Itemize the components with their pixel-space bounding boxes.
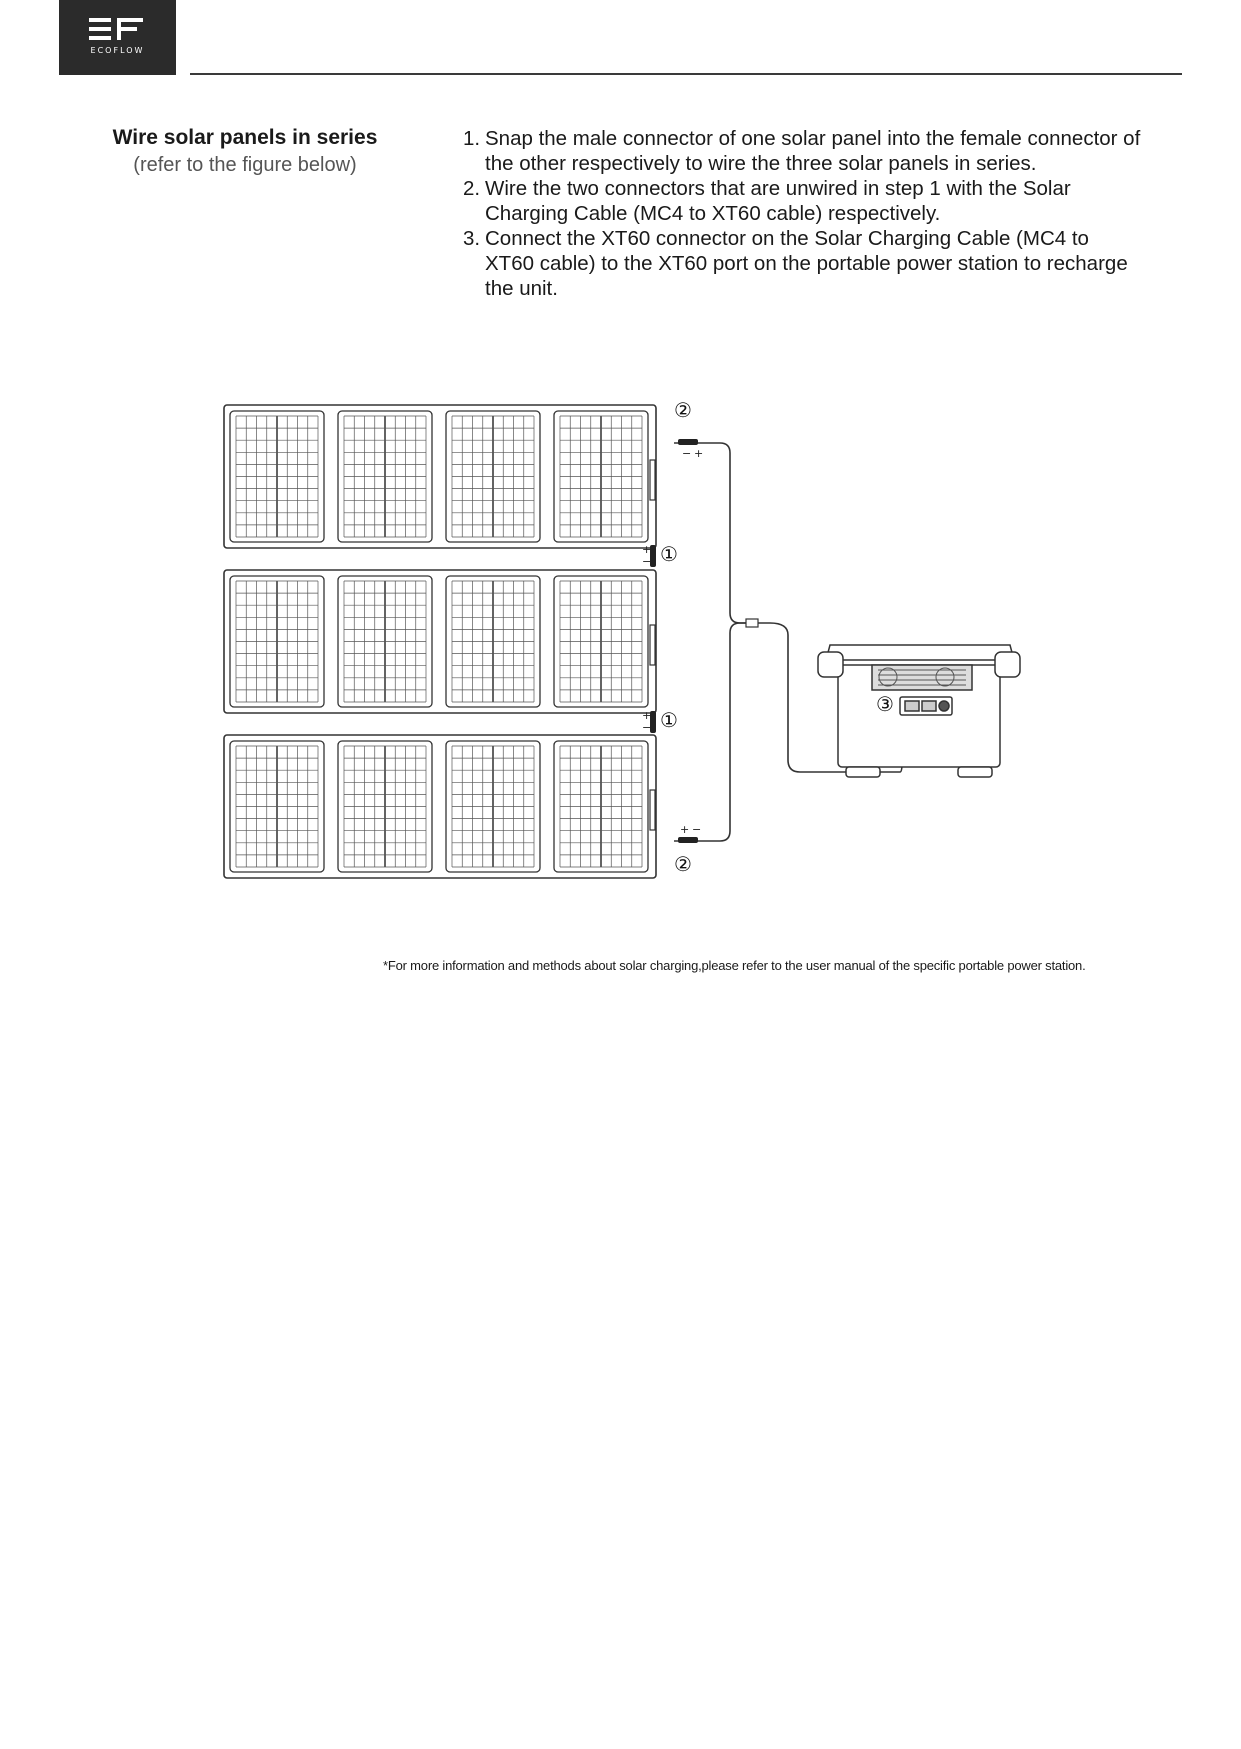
callout-2-top: ② — [674, 398, 692, 422]
brand-logo — [59, 0, 176, 75]
step-number: 1. — [463, 127, 481, 150]
callouts — [660, 398, 894, 876]
step-number: 2. — [463, 177, 481, 200]
step-number: 3. — [463, 227, 481, 250]
callout-3: ③ — [876, 692, 894, 716]
mc4-connectors — [650, 439, 698, 843]
junction-box — [650, 625, 655, 665]
section-title: Wire solar panels in series — [112, 126, 378, 149]
plus-sign: + — [694, 447, 704, 460]
minus-sign: − — [642, 555, 652, 568]
junction-box — [650, 460, 655, 500]
header-divider — [190, 73, 1182, 75]
step-item — [463, 176, 1143, 226]
minus-sign: − — [642, 721, 652, 734]
plus-sign: + — [642, 543, 652, 556]
junction-box — [650, 790, 655, 830]
power-station — [818, 645, 1020, 777]
cable-junction — [746, 619, 758, 627]
footnote: *For more information and methods about solar charging,please refer to the user manual of the specific portable power station. — [383, 958, 1086, 973]
step-item — [463, 226, 1143, 301]
callout-1-lower: ① — [660, 708, 678, 732]
wiring-diagram — [210, 395, 1030, 895]
plus-sign: + — [642, 709, 652, 722]
callout-1-upper: ① — [660, 542, 678, 566]
step-item — [463, 126, 1143, 176]
step-text: Snap the male connector of one solar panel into the female connector of the other respectively to wire the three solar panels in series. — [485, 127, 1141, 175]
mc4-connector-bottom — [678, 837, 698, 843]
ecoflow-logo-icon — [59, 0, 176, 75]
step-text: Wire the two connectors that are unwired in step 1 with the Solar Charging Cable (MC4 to XT60 cable) respectively. — [485, 177, 1071, 225]
mc4-connector-top — [678, 439, 698, 445]
brand-name: ECOFLOW — [90, 46, 145, 55]
callout-2-bottom: ② — [674, 852, 692, 876]
step-text: Connect the XT60 connector on the Solar Charging Cable (MC4 to XT60 cable) to the XT60 port on the portable power station to recharge the unit. — [485, 227, 1128, 300]
wiring-diagram-svg — [210, 395, 1030, 895]
solar-panels-group — [224, 405, 656, 878]
plus-sign: + — [680, 823, 690, 836]
section-subtitle: (refer to the figure below) — [133, 154, 357, 176]
instruction-steps — [463, 126, 1143, 301]
cable-top — [674, 443, 750, 623]
minus-sign: − — [682, 447, 692, 460]
solar-charging-cable — [674, 443, 902, 841]
cable-bottom — [674, 623, 750, 841]
minus-sign: − — [692, 823, 702, 836]
